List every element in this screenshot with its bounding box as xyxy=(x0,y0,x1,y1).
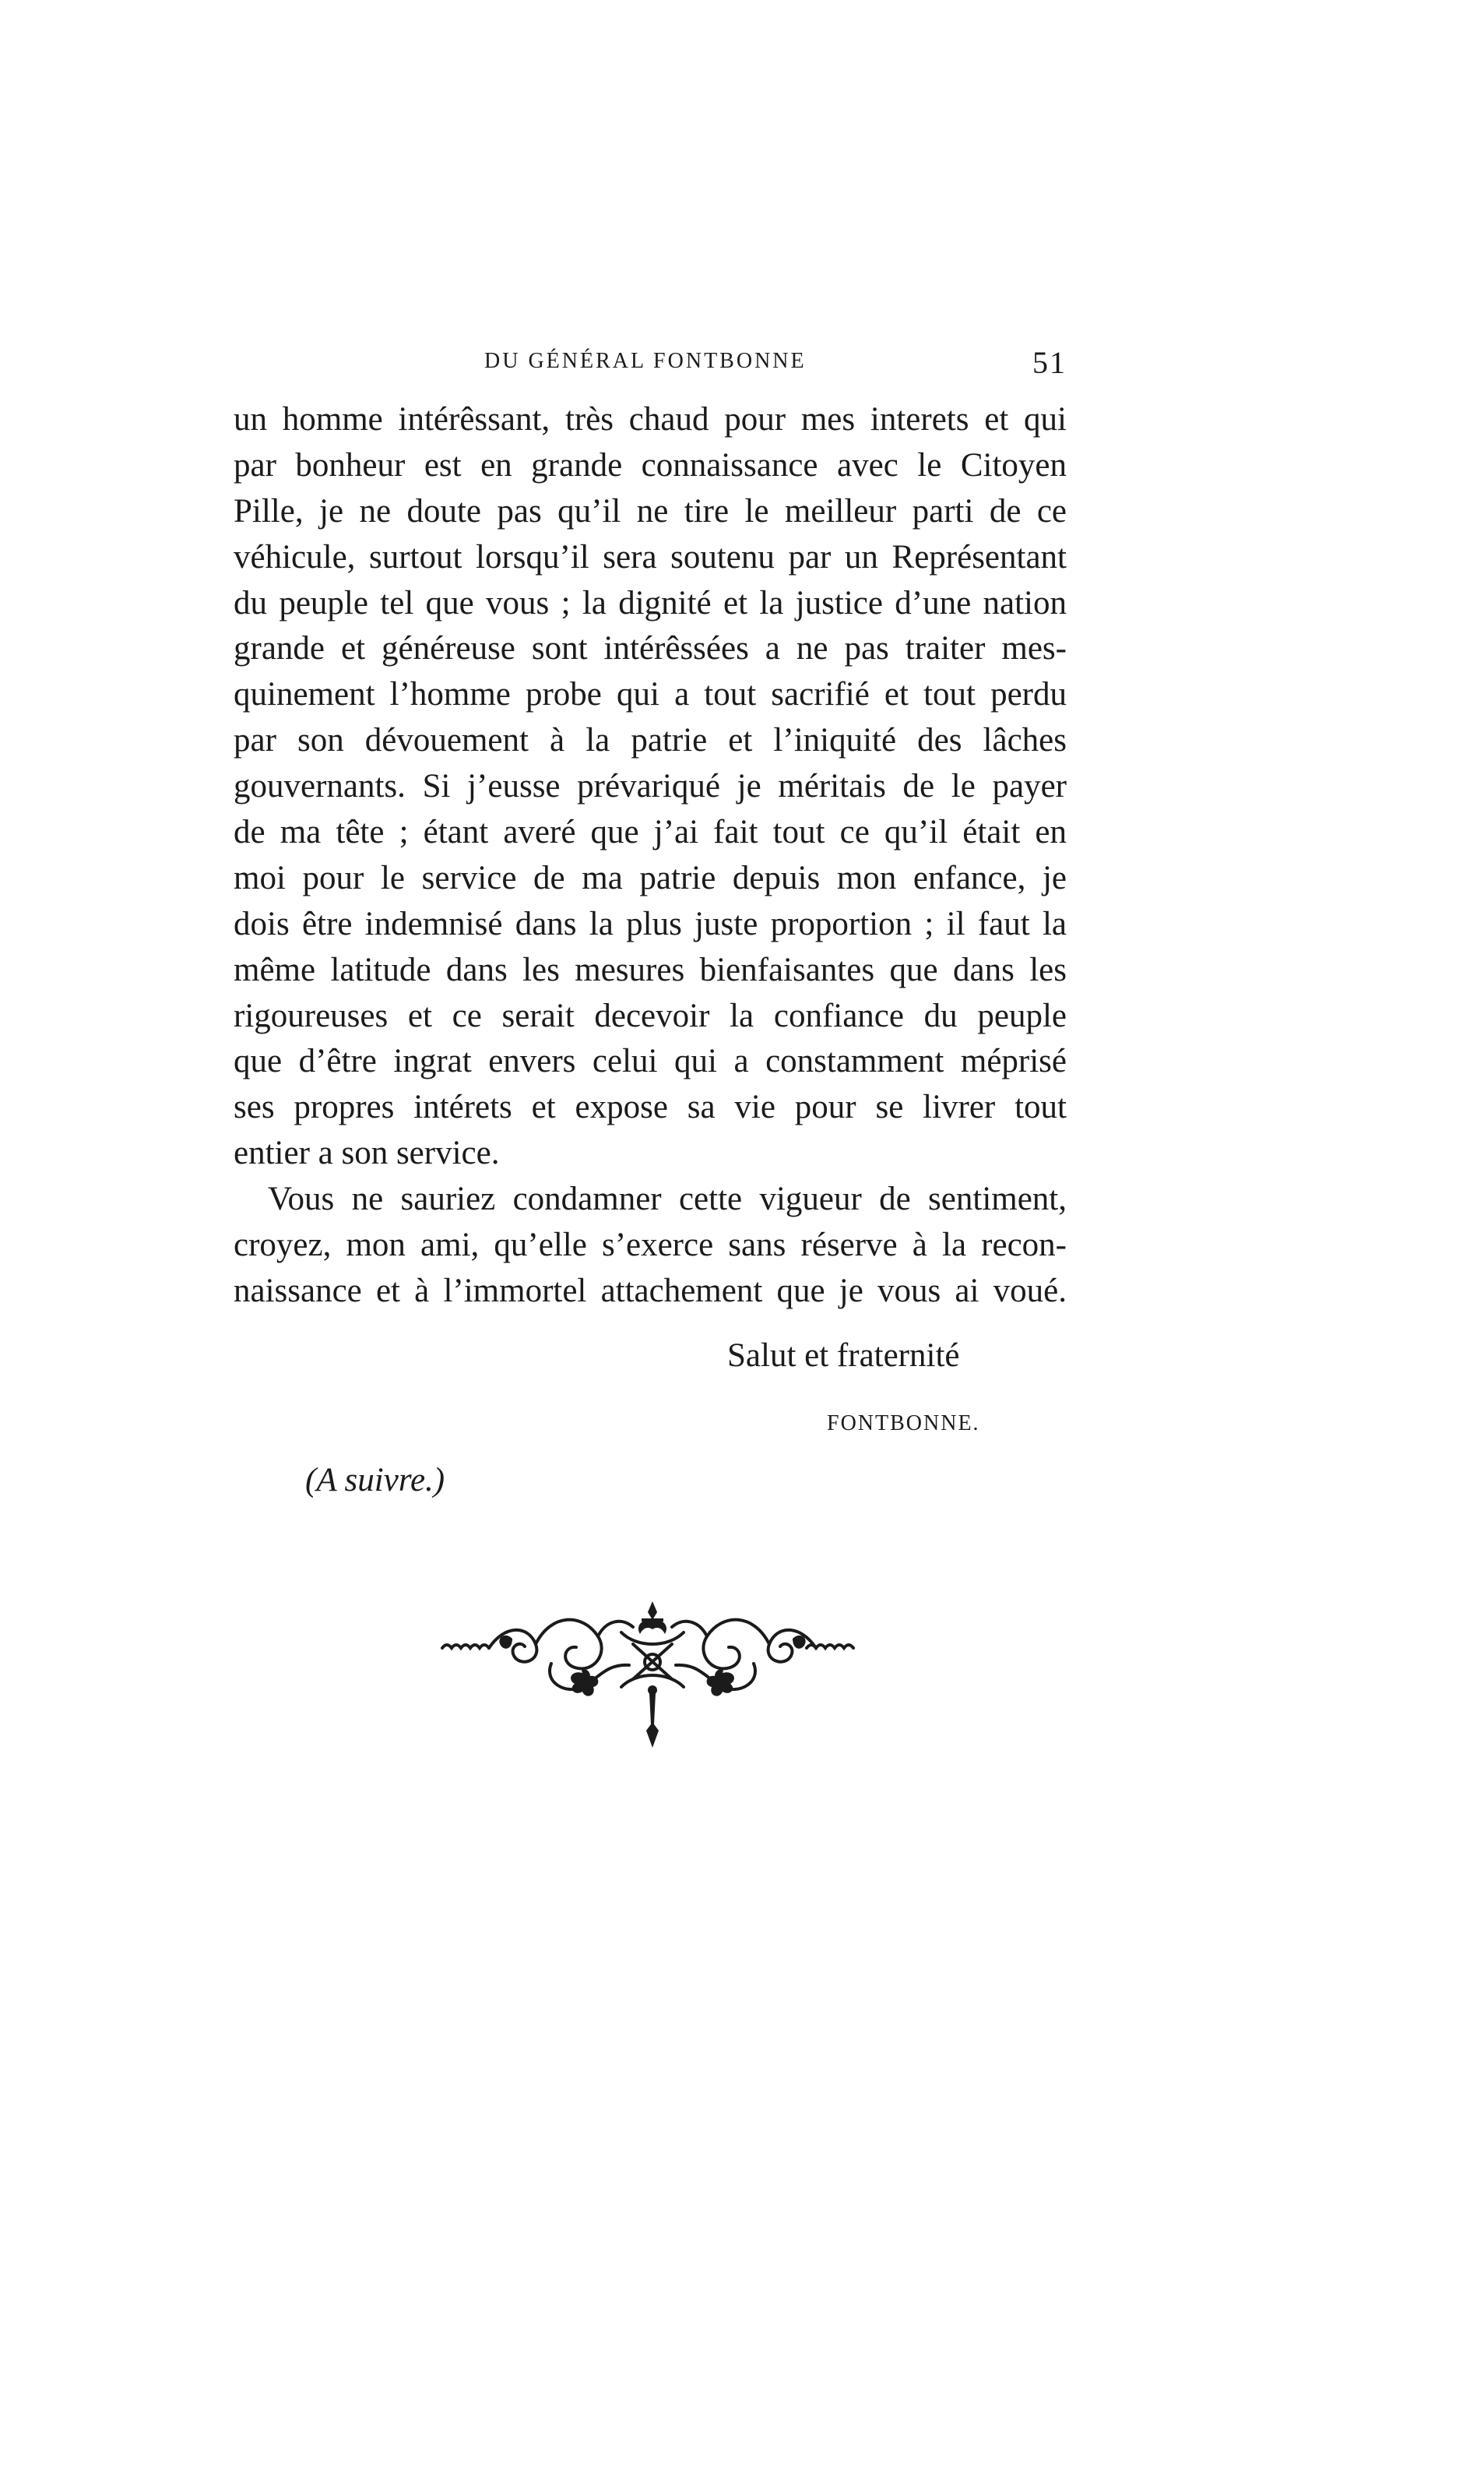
to-be-continued-note: (A suivre.) xyxy=(305,1462,445,1498)
text-line: naissance et à l’immortel attachement que je vous ai voué. xyxy=(234,1272,1067,1309)
text-line: moi pour le service de ma patrie depuis mon enfance, je xyxy=(234,859,1067,896)
text-line: du peuple tel que vous ; la dignité et la justice d’une nation xyxy=(234,584,1067,622)
text-line: de ma tête ; étant averé que j’ai fait tout ce qu’il était en xyxy=(234,814,1067,851)
text-line: dois être indemnisé dans la plus juste proportion ; il faut la xyxy=(234,905,1067,942)
page-number: 51 xyxy=(1032,345,1067,380)
text-line: ses propres intérets et expose sa vie pour se livrer tout xyxy=(234,1089,1067,1126)
letter-body xyxy=(234,397,1067,1315)
text-line: même latitude dans les mesures bienfaisantes que dans les xyxy=(234,951,1067,988)
text-line: croyez, mon ami, qu’elle s’exerce sans réserve à la recon- xyxy=(234,1227,1067,1264)
text-line: Pille, je ne doute pas qu’il ne tire le meilleur parti de ce xyxy=(234,492,1067,530)
signature: FONTBONNE. xyxy=(827,1411,980,1435)
text-line: grande et généreuse sont intérêssées a ne pas traiter mes- xyxy=(234,630,1067,667)
text-line: gouvernants. Si j’eusse prévariqué je méritais de le payer xyxy=(234,768,1067,805)
fleuron-ornament-icon xyxy=(434,1601,870,1749)
text-line: un homme intérêssant, très chaud pour mes interets et qui xyxy=(234,401,1067,438)
text-line: par bonheur est en grande connaissance avec le Citoyen xyxy=(234,446,1067,484)
text-line: que d’être ingrat envers celui qui a constamment méprisé xyxy=(234,1043,1067,1080)
text-line: véhicule, surtout lorsqu’il sera soutenu par un Représentant xyxy=(234,538,1067,576)
closing-salutation: Salut et fraternité xyxy=(727,1337,960,1374)
text-line: Vous ne sauriez condamner cette vigueur de sentiment, xyxy=(268,1181,1067,1218)
text-line: quinement l’homme probe qui a tout sacrifié et tout perdu xyxy=(234,676,1067,713)
text-line: entier a son service. xyxy=(234,1135,500,1172)
running-title: DU GÉNÉRAL FONTBONNE xyxy=(484,349,807,373)
text-line: par son dévouement à la patrie et l’iniquité des lâches xyxy=(234,722,1067,759)
running-header xyxy=(234,345,1067,383)
text-line: rigoureuses et ce serait decevoir la confiance du peuple xyxy=(234,997,1067,1034)
